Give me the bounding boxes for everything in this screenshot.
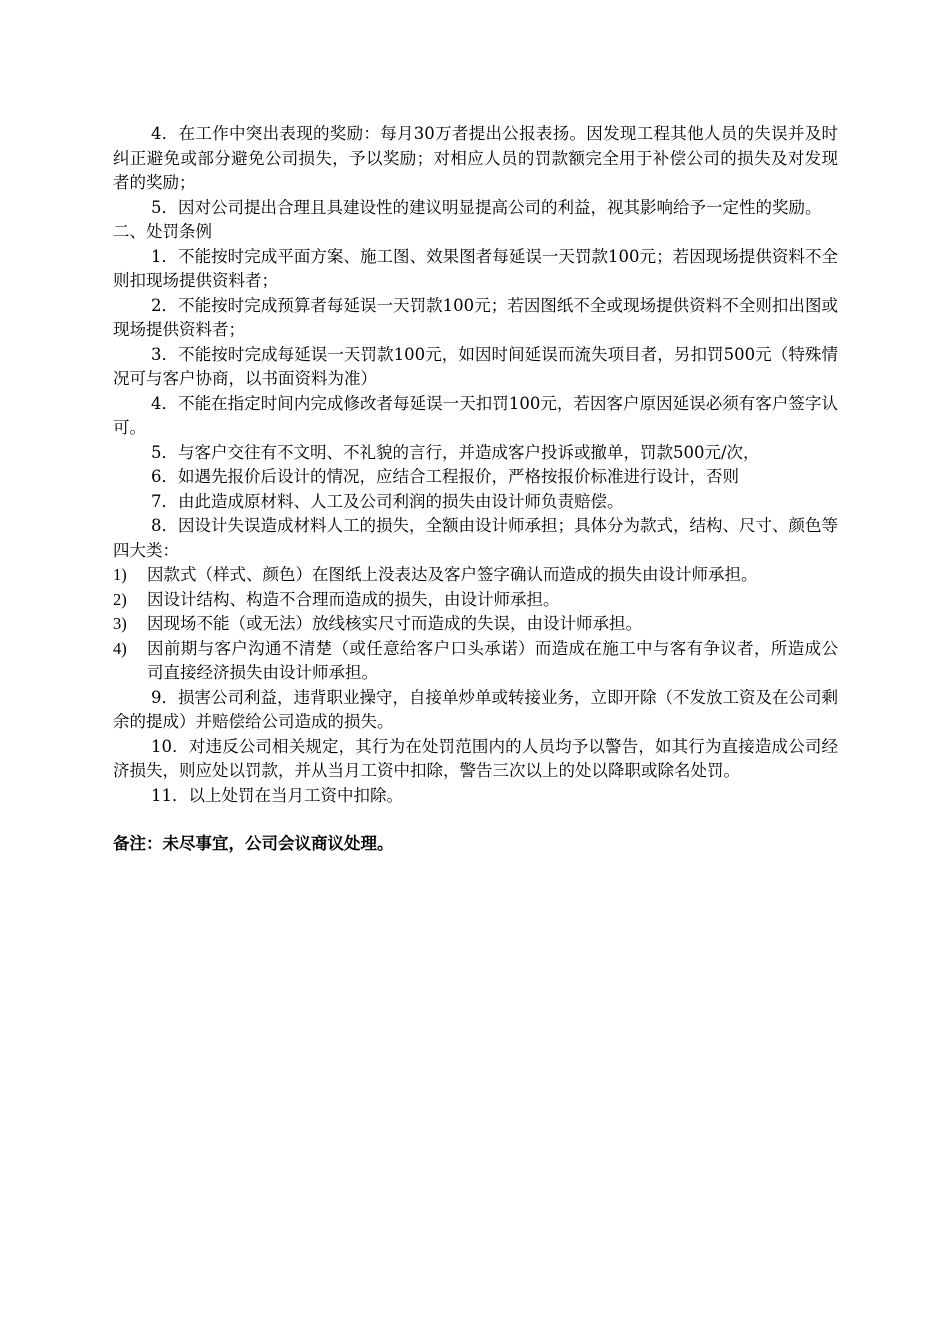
sub-item-text: 因现场不能（或无法）放线核实尺寸而造成的失误，由设计师承担。 [147,614,642,633]
sub-item [113,637,838,686]
penalty-item-2: 2．不能按时完成预算者每延误一天罚款100元；若因图纸不全或现场提供资料不全则扣出图或现场提供资料者； [113,295,838,339]
sub-item-text: 因前期与客户沟通不清楚（或任意给客户口头承诺）而造成在施工中与客有争议者，所造成公司直接经济损失由设计师承担。 [147,638,838,682]
remark-note: 备注：未尽事宜，公司会议商议处理。 [113,834,394,853]
penalty-item-8: 8．因设计失误造成材料人工的损失，全额由设计师承担；具体分为款式，结构、尺寸、颜色等四大类： [113,516,838,560]
sub-item [113,612,838,637]
penalty-item-10: 10．对违反公司相关规定，其行为在处罚范围内的人员均予以警告，如其行为直接造成公司经济损失，则应处以罚款，并从当月工资中扣除，警告三次以上的处以降职或除名处罚。 [113,736,838,780]
sub-item-text: 因款式（样式、颜色）在图纸上没表达及客户签字确认而造成的损失由设计师承担。 [147,565,758,584]
penalty-item-9: 9．损害公司利益，违背职业操守，自接单炒单或转接业务，立即开除（不发放工资及在公司剩余的提成）并赔偿给公司造成的损失。 [113,687,838,731]
penalty-item-7: 7．由此造成原材料、人工及公司利润的损失由设计师负责赔偿。 [151,491,624,511]
penalty-item-4: 4．不能在指定时间内完成修改者每延误一天扣罚100元，若因客户原因延误必须有客户签字认可。 [113,393,838,437]
document-body [113,122,838,873]
penalty-item-5: 5．与客户交往有不文明、不礼貌的言行，并造成客户投诉或撤单，罚款500元/次， [151,442,760,462]
sub-item-number: 4) [113,638,127,658]
sub-item-number: 1) [113,565,127,584]
sub-item [113,588,838,613]
penalty-item-11: 11．以上处罚在当月工资中扣除。 [151,785,403,805]
reward-item-5: 5．因对公司提出合理且具建设性的建议明显提高公司的利益，视其影响给予一定性的奖励。 [151,197,822,217]
sub-item-number: 3) [113,614,127,633]
sub-item-text: 因设计结构、构造不合理而造成的损失，由设计师承担。 [147,589,560,609]
section-heading-penalties: 二、处罚条例 [113,222,212,241]
penalty-item-1: 1．不能按时完成平面方案、施工图、效果图者每延误一天罚款100元；若因现场提供资料不全则扣现场提供资料者； [113,246,838,290]
penalty-item-3: 3．不能按时完成每延误一天罚款100元，如因时间延误而流失项目者，另扣罚500元（特殊情况可与客户协商，以书面资料为准） [113,344,838,388]
penalty-item-6: 6．如遇先报价后设计的情况，应结合工程报价，严格按报价标准进行设计，否则 [151,467,739,486]
reward-item-4: 4．在工作中突出表现的奖励：每月30万者提出公报表扬。因发现工程其他人员的失误并及时纠正避免或部分避免公司损失，予以奖励；对相应人员的罚款额完全用于补偿公司的损失及对发现者的奖励； [113,124,838,192]
sub-item-number: 2) [113,589,127,609]
sub-item [113,563,838,588]
